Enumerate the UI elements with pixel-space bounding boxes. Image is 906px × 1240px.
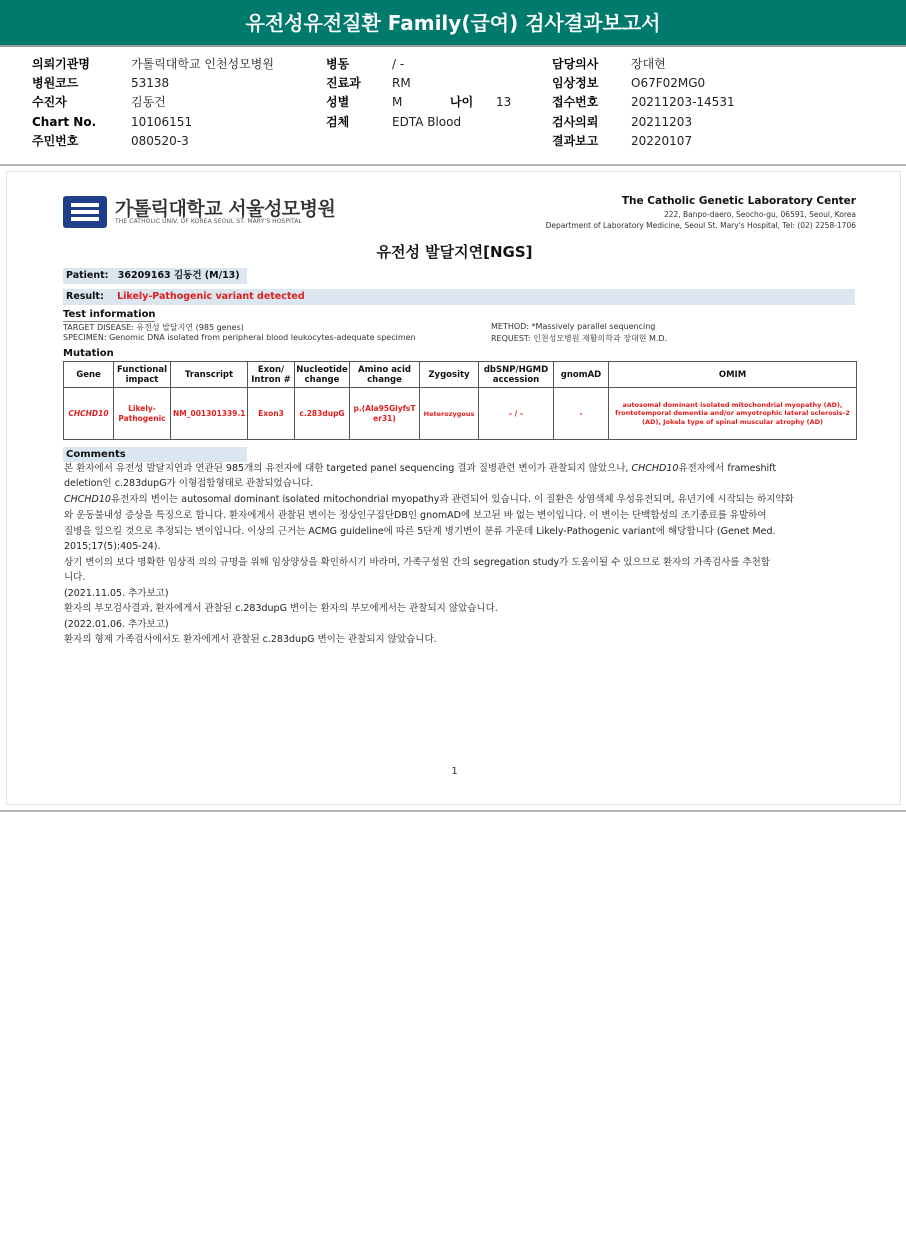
- lab-address: 222, Banpo-daero, Seocho-gu, 06591, Seoul, Korea: [663, 210, 856, 219]
- report-page: [6, 171, 901, 805]
- specimen-description: SPECIMEN: Genomic DNA isolated from peripheral blood leukocytes-adequate specimen: [63, 333, 416, 342]
- cell-zygosity: Heterozygous: [420, 388, 479, 440]
- hospital-code-value: 53138: [131, 76, 170, 91]
- hospital-name-korean: 가톨릭대학교 서울성모병원: [115, 198, 336, 220]
- col-header-zygosity: Zygosity: [420, 362, 479, 388]
- specimen-value: EDTA Blood: [392, 114, 462, 129]
- ward-label: 병동: [326, 57, 350, 71]
- comment-line-9: (2021.11.05. 추가보고): [64, 588, 169, 599]
- chart-no-label: Chart No.: [32, 114, 97, 129]
- header-col-3: [552, 55, 735, 151]
- comment-line-10: 환자의 부모검사결과, 환자에게서 관찰된 c.283dupG 변이는 환자의 부모에게서는 관찰되지 않았습니다.: [64, 603, 498, 614]
- test-request-label: 검사의뢰: [552, 114, 599, 129]
- comment-line-11: (2022.01.06. 추가보고): [64, 619, 169, 630]
- age-label: 나이: [450, 95, 474, 110]
- test-information-title: Test information: [63, 309, 156, 320]
- comment-line-1: [64, 462, 776, 476]
- comment-text: 본 환자에서 유전성 발달지연과 연관된 985개의 유전자에 대한 targeted panel sequencing 결과 질병관련 변이가 관찰되지 않았으나,: [64, 463, 632, 474]
- comments-title: Comments: [63, 447, 247, 462]
- resident-no-label: 주민번호: [32, 133, 79, 148]
- patient-name-value: 김동건: [131, 95, 166, 110]
- test-request-value: 20211203: [631, 114, 693, 129]
- col-header-amino-acid-change: Amino acid change: [350, 362, 420, 388]
- cell-transcript: NM_001301339.1: [171, 388, 248, 440]
- department-label: 진료과: [326, 76, 361, 91]
- lab-name: The Catholic Genetic Laboratory Center: [621, 195, 856, 207]
- col-header-nucleotide-change: Nucleotide change: [295, 362, 350, 388]
- cell-exon: Exon3: [248, 388, 295, 440]
- sex-label: 성별: [326, 95, 350, 110]
- physician-value: 장대현: [631, 57, 666, 71]
- receipt-no-label: 접수번호: [552, 95, 599, 110]
- table-row: [64, 388, 857, 440]
- result-report-label: 결과보고: [552, 133, 599, 148]
- resident-no-value: 080520-3: [131, 133, 189, 148]
- comment-line-12: 환자의 형제 가족검사에서도 환자에게서 관찰된 c.283dupG 변이는 관찰되지 않았습니다.: [64, 634, 437, 645]
- patient-label: Patient:: [66, 270, 109, 281]
- clinical-info-value: O67F02MG0: [631, 76, 706, 91]
- clinical-info-label: 임상정보: [552, 76, 599, 91]
- referring-institution-label: 의뢰기관명: [32, 57, 90, 71]
- request: REQUEST: 인천성모병원 재활의학과 장대현 M.D.: [491, 334, 668, 343]
- comment-line-6: 2015;17(5):405-24).: [64, 541, 161, 552]
- ward-value: / -: [392, 57, 405, 71]
- cell-nucleotide-change: c.283dupG: [295, 388, 350, 440]
- report-title: 유전성유전질환 Family(급여) 검사결과보고서: [0, 0, 906, 47]
- header-col-2: [326, 55, 511, 132]
- referring-institution-value: 가톨릭대학교 인천성모병원: [131, 57, 274, 71]
- department-value: RM: [392, 76, 411, 91]
- cell-gene: CHCHD10: [64, 388, 114, 440]
- col-header-omim: OMIM: [609, 362, 857, 388]
- result-report-value: 20220107: [631, 133, 693, 148]
- method: METHOD: *Massively parallel sequencing: [491, 322, 656, 331]
- cell-functional-impact: Likely-Pathogenic: [114, 388, 171, 440]
- comment-text: 유전자의 변이는 autosomal dominant isolated mitochondrial myopathy과 관련되어 있습니다. 이 질환은 상염색체 우성유전되며, 유년기에 시작되는 하지약화: [110, 494, 794, 505]
- cell-amino-acid-change: p.(Ala95GlyfsTer31): [350, 388, 420, 440]
- chart-no-value: 10106151: [131, 114, 193, 129]
- col-header-exon-intron: Exon/ Intron #: [248, 362, 295, 388]
- mutation-table: [63, 361, 857, 440]
- comment-text: 유전자에서 frameshift: [678, 463, 777, 474]
- comment-line-3: [64, 493, 794, 507]
- comment-line-8: 니다.: [64, 572, 86, 583]
- header-divider: [0, 164, 906, 166]
- col-header-transcript: Transcript: [171, 362, 248, 388]
- result-label: Result:: [66, 291, 104, 302]
- hospital-code-label: 병원코드: [32, 76, 79, 91]
- comment-gene: CHCHD10: [631, 463, 679, 474]
- comment-line-5: 질병을 일으킬 것으로 추정되는 변이입니다. 이상의 근거는 ACMG guideline에 따른 5단계 병기변이 분류 가운데 Likely-Pathogenic variant에 해당합니다 (Genet Med.: [64, 526, 776, 537]
- receipt-no-value: 20211203-14531: [631, 95, 735, 110]
- document-title: 유전성 발달지연[NGS]: [376, 243, 533, 261]
- result-bar: [63, 289, 855, 305]
- cell-dbsnp: - / -: [479, 388, 554, 440]
- col-header-gene: Gene: [64, 362, 114, 388]
- comment-line-4: 와 운동불내성 증상을 특징으로 합니다. 환자에게서 관찰된 변이는 정상인구집단DB인 gnomAD에 보고된 바 없는 변이입니다. 이 변이는 단백합성의 조기종료를 유발하여: [64, 510, 767, 521]
- specimen-label: 검체: [326, 114, 350, 129]
- cell-omim: autosomal dominant isolated mitochondrial myopathy (AD), frontotemporal dementia and/or amyotrophic lateral sclerosis-2 (AD), Jokela type of spinal muscular atrophy (AD): [609, 388, 857, 440]
- age-value: 13: [496, 95, 512, 110]
- header-col-1: [32, 55, 274, 151]
- mutation-title: Mutation: [63, 348, 114, 359]
- sex-value: M: [392, 95, 403, 110]
- result-value: Likely-Pathogenic variant detected: [117, 291, 305, 302]
- patient-name-label: 수진자: [32, 95, 67, 110]
- col-header-functional-impact: Functional impact: [114, 362, 171, 388]
- comment-gene: CHCHD10: [64, 494, 111, 505]
- page-number: 1: [451, 766, 458, 777]
- target-disease: TARGET DISEASE: 유전성 발달지연 (985 genes): [63, 323, 244, 332]
- col-header-gnomad: gnomAD: [554, 362, 609, 388]
- comment-line-7: 상기 변이의 보다 명확한 임상적 의의 규명을 위해 임상양상을 확인하시기 바라며, 가족구성원 간의 segregation study가 도움이될 수 있으므로 환자의 가족검사를 추천합: [64, 557, 770, 568]
- physician-label: 담당의사: [552, 57, 599, 71]
- patient-bar: [63, 268, 247, 284]
- hospital-name-english: THE CATHOLIC UNIV. OF KOREA SEOUL ST. MARY'S HOSPITAL: [115, 218, 303, 225]
- lab-department: Department of Laboratory Medicine, Seoul St. Mary's Hospital, Tel: (02) 2258-1706: [545, 221, 856, 230]
- hospital-logo-icon: [63, 196, 107, 228]
- cell-gnomad: -: [554, 388, 609, 440]
- table-header-row: [64, 362, 857, 388]
- patient-value: 36209163 김동건 (M/13): [117, 270, 240, 281]
- col-header-dbsnp-hgmd: dbSNP/HGMD accession: [479, 362, 554, 388]
- bottom-divider: [0, 810, 906, 812]
- comment-line-2: deletion인 c.283dupG가 이형접합형태로 관찰되었습니다.: [64, 478, 314, 489]
